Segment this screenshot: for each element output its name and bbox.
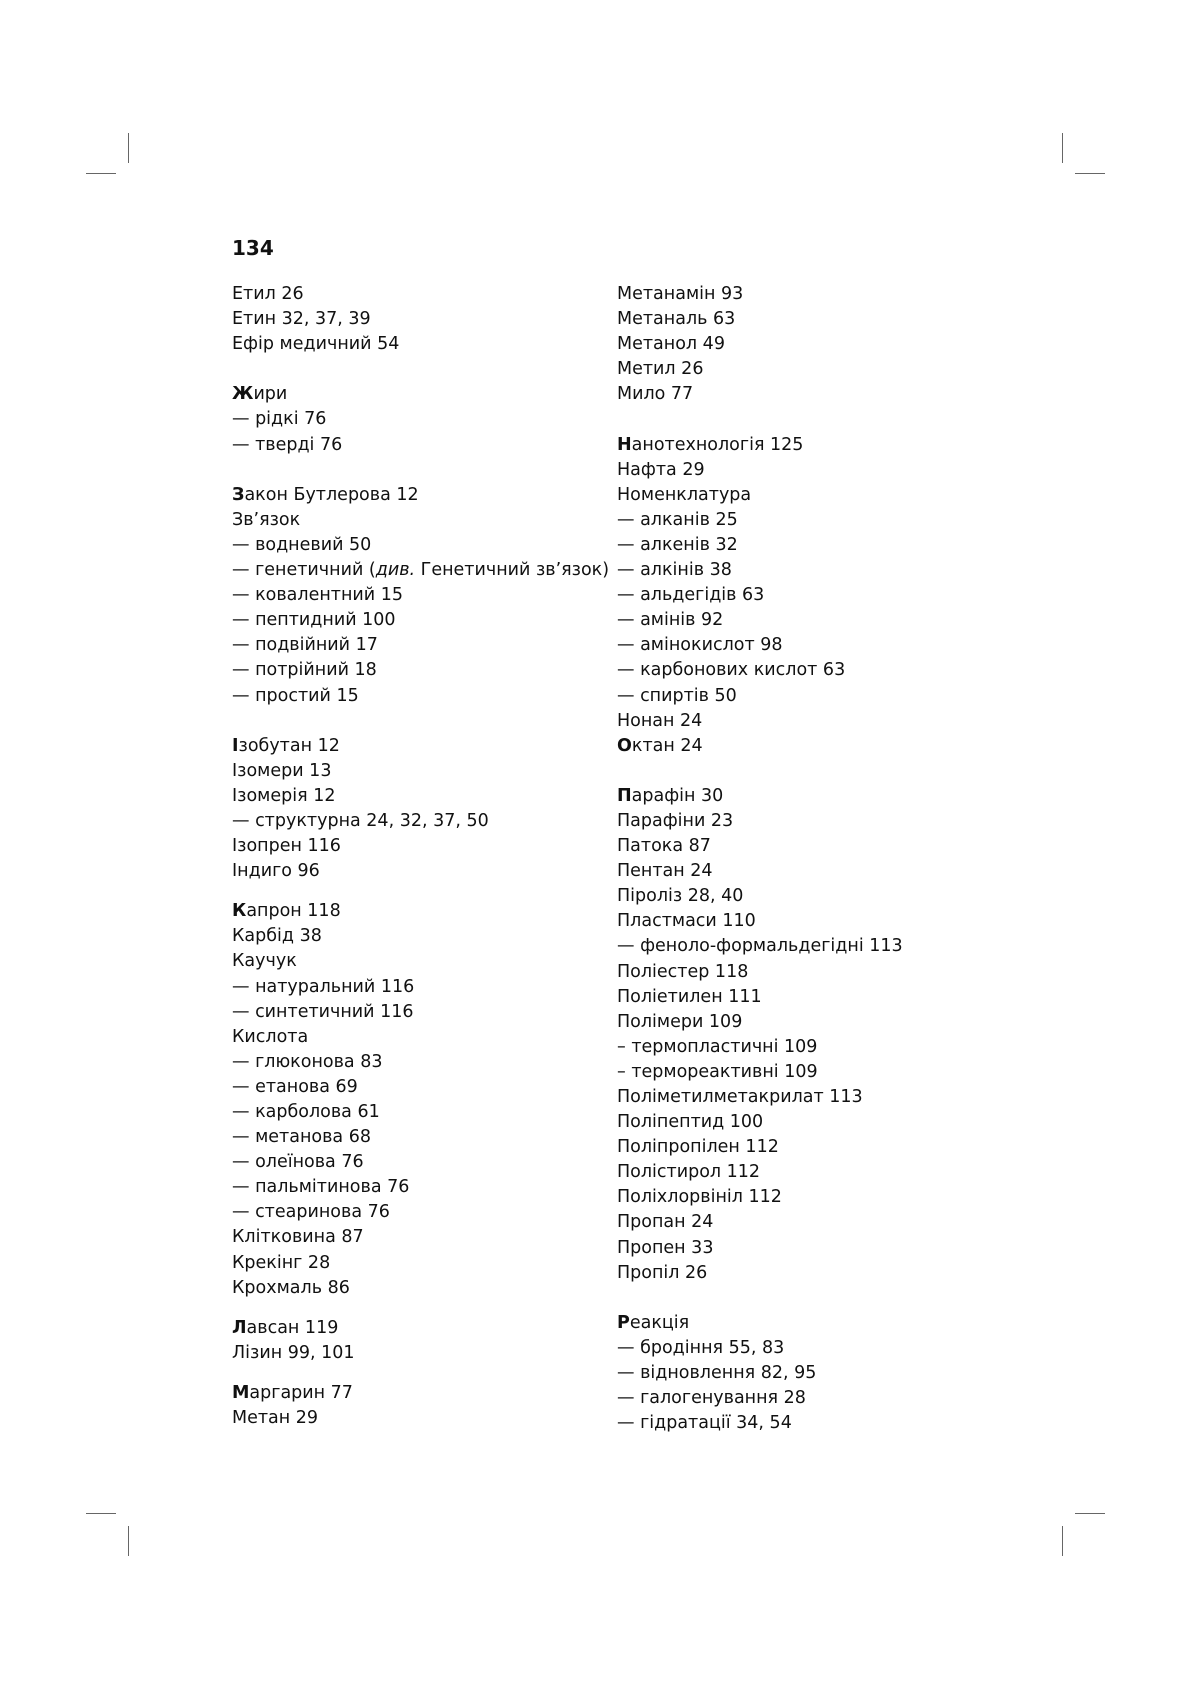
crop-mark [1075,1513,1105,1514]
index-entry: Пропан 24 [617,1212,714,1233]
index-letter-heading [617,784,903,809]
index-subentry: — пептидний 100 [232,610,396,631]
index-letter-heading [232,483,609,508]
index-subentry: — альдегідів 63 [617,585,765,606]
index-entry: Ізомери 13 [232,760,332,781]
initial-letter: П [617,785,632,806]
index-entry: Патока 87 [617,836,711,857]
index-letter-heading [232,382,609,407]
index-entry: Метил 26 [617,359,704,380]
index-entry: Зв’язок [232,509,301,530]
index-letter-heading [232,899,609,924]
index-entry: Полімери 109 [617,1011,743,1032]
index-letter-heading [617,1311,903,1336]
entry-text: зобутан 12 [238,735,340,756]
index-entry: Нонан 24 [617,710,703,731]
index-entry: Поліпептид 100 [617,1112,764,1133]
index-entry: Крохмаль 86 [232,1277,350,1298]
index-subentry: — відновлення 82, 95 [617,1363,817,1384]
section-gap [232,357,609,382]
index-subentry: — глюконова 83 [232,1051,383,1072]
index-subentry: — ковалентний 15 [232,585,403,606]
index-subentry: — простий 15 [232,685,359,706]
index-entry: Пластмаси 110 [617,911,756,932]
section-gap [232,1366,609,1381]
index-entry: Пропен 33 [617,1237,714,1258]
section-gap [232,884,609,899]
index-entry: Метанамін 93 [617,284,744,304]
index-entry: Пропіл 26 [617,1262,708,1283]
index-entry: Лізин 99, 101 [232,1342,355,1363]
crop-mark [86,173,116,174]
initial-letter: М [232,1382,250,1403]
index-entry: Каучук [232,951,297,972]
index-subentry: — стеаринова 76 [232,1202,390,1223]
crop-mark [86,1513,116,1514]
initial-letter: К [232,901,247,922]
index-subentry: — феноло-формальдегідні 113 [617,936,903,957]
index-subentry: — карбонових кислот 63 [617,660,846,681]
index-entry: Мило 77 [617,384,694,405]
entry-text: апрон 118 [246,901,341,922]
index-entry: Поліметилметакрилат 113 [617,1087,863,1107]
index-letter-heading [617,734,903,759]
index-entry: Ізопрен 116 [232,836,341,857]
entry-text: аргарин 77 [249,1382,353,1403]
cross-reference-marker: див. [375,560,416,581]
index-subentry: – термопластичні 109 [617,1036,818,1057]
index-subentry: — бродіння 55, 83 [617,1337,785,1358]
index-entry: Індиго 96 [232,861,320,882]
index-subentry: — подвійний 17 [232,635,378,656]
entry-text: — генетичний ( [232,560,376,581]
section-gap [617,1286,903,1311]
index-column-left [232,282,609,1431]
section-gap [617,759,903,784]
entry-text: Генетичний зв’язок) [415,560,610,581]
index-subentry: — галогенування 28 [617,1388,806,1409]
section-gap [232,709,609,734]
entry-text: арафін 30 [631,785,724,806]
index-subentry [232,558,609,583]
crop-mark [1062,1526,1063,1556]
initial-letter: З [232,484,245,505]
index-entry: Піроліз 28, 40 [617,886,744,907]
index-subentry: — водневий 50 [232,534,372,555]
index-entry: Парафіни 23 [617,810,734,831]
entry-text: анотехнологія 125 [631,434,804,455]
index-entry: Пентан 24 [617,861,713,882]
index-entry: Поліестер 118 [617,961,749,982]
index-subentry: — синтетичний 116 [232,1001,414,1022]
crop-mark [1062,133,1063,163]
index-subentry: — етанова 69 [232,1076,358,1097]
index-entry: Етил 26 [232,284,304,304]
index-subentry: — амінокислот 98 [617,635,783,656]
index-subentry: — олеїнова 76 [232,1152,364,1173]
crop-mark [1075,173,1105,174]
index-letter-heading [232,1316,609,1341]
index-subentry: — натуральний 116 [232,976,415,997]
index-entry: Метан 29 [232,1408,319,1429]
index-subentry: — алкінів 38 [617,560,732,581]
index-entry: Ефір медичний 54 [232,334,400,355]
initial-letter: І [232,735,239,756]
index-entry: Поліетилен 111 [617,986,762,1007]
index-subentry: — гідратації 34, 54 [617,1413,792,1434]
entry-text: ктан 24 [631,735,703,756]
entry-text: акон Бутлерова 12 [244,484,419,505]
crop-mark [128,1526,129,1556]
index-letter-heading [232,1381,609,1406]
index-entry: Поліпропілен 112 [617,1137,779,1158]
index-column-right [617,282,903,1436]
index-subentry: – термореактивні 109 [617,1061,818,1082]
index-entry: Нафта 29 [617,459,705,480]
index-subentry: — структурна 24, 32, 37, 50 [232,810,489,831]
entry-text: ири [253,384,288,405]
index-entry: Номенклатура [617,484,752,505]
index-subentry: — потрійний 18 [232,660,377,681]
index-entry: Метанол 49 [617,334,725,355]
index-subentry: — алкенів 32 [617,534,738,555]
index-subentry: — амінів 92 [617,610,724,631]
section-gap [232,1301,609,1316]
index-letter-heading [617,433,903,458]
index-entry: Полістирол 112 [617,1162,761,1183]
index-subentry: — карболова 61 [232,1102,380,1122]
initial-letter: Л [232,1317,247,1338]
initial-letter: Ж [232,384,254,405]
index-subentry: — алканів 25 [617,509,738,530]
index-entry: Етин 32, 37, 39 [232,309,371,330]
index-entry: Крекінг 28 [232,1252,331,1273]
index-letter-heading [232,734,609,759]
initial-letter: Р [617,1312,630,1333]
section-gap [232,458,609,483]
entry-text: еакція [629,1312,690,1333]
crop-mark [128,133,129,163]
index-entry: Поліхлорвініл 112 [617,1187,782,1208]
index-entry: Карбід 38 [232,926,322,947]
page-number: 134 [232,236,274,260]
index-subentry: — пальмітинова 76 [232,1177,410,1198]
index-entry: Ізомерія 12 [232,785,336,806]
index-entry: Клітковина 87 [232,1227,364,1248]
initial-letter: Н [617,434,632,455]
initial-letter: О [617,735,632,756]
index-subentry: — метанова 68 [232,1127,371,1148]
index-entry: Кислота [232,1026,309,1047]
index-subentry: — рідкі 76 [232,409,327,430]
index-subentry: — спиртів 50 [617,685,737,706]
index-subentry: — тверді 76 [232,434,343,455]
section-gap [617,407,903,432]
index-entry: Метаналь 63 [617,309,736,330]
entry-text: авсан 119 [246,1317,339,1338]
